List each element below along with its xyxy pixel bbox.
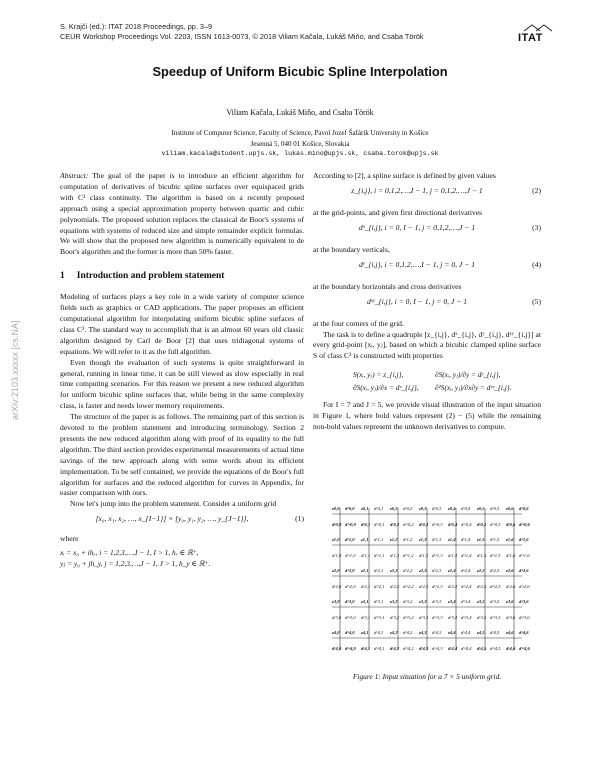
grid-cell-label: dˣʸ1,1: [374, 553, 385, 558]
grid-cell-label: dˣʸ4,1: [374, 646, 385, 651]
grid-cell-label: dʸ2,4: [448, 584, 458, 589]
grid-cell-label: dˣ3,1: [374, 599, 384, 604]
grid-cell-label: dʸ0,1: [361, 522, 371, 527]
header-line-2: CEUR Workshop Proceedings Vol. 2203, ISSN 1613-0073, © 2018 Viliam Kačala, Lukáš Miňo, and Csaba Török: [60, 32, 424, 41]
grid-cell-label: dˣ3,0: [345, 599, 355, 604]
grid-cell-label: dʸ3,5: [477, 615, 487, 620]
equation-4-number: (4): [532, 259, 541, 269]
right-text-5: at the four corners of the grid.: [313, 318, 404, 328]
running-header: [60, 22, 424, 42]
equation-3: [313, 219, 541, 245]
grid-cell-label: dˣ0,6: [519, 506, 529, 511]
grid-cell-label: z0,2: [390, 506, 398, 511]
equation-4-body: dʸ_{i,j}, i = 0,1,2,…,I − 1, j = 0, J − 1: [358, 259, 476, 269]
grid-cell-label: dˣ4,3: [432, 630, 442, 635]
grid-cell-label: z2,0: [332, 568, 340, 573]
grid-cell-label: dˣ1,3: [432, 537, 442, 542]
grid-cell-label: dˣ2,3: [432, 568, 442, 573]
grid-cell-label: dˣʸ0,2: [403, 522, 414, 527]
grid-cell-label: dˣ2,0: [345, 568, 355, 573]
right-column: [313, 171, 541, 433]
grid-cell-label: dˣʸ1,0: [345, 553, 356, 558]
right-text-4: at the boundary horizontals and cross derivatives: [313, 281, 462, 291]
header-line-1: S. Krajči (ed.): ITAT 2018 Proceedings, pp. 3–9: [60, 22, 213, 31]
grid-cell-label: z4,3: [419, 630, 427, 635]
equation-y: yⱼ = y₀ + jh_y, j = 1,2,3,…,J − 1, J > 1, h_y ∈ ℝ⁺.: [60, 559, 211, 569]
grid-cell-label: dˣ1,1: [374, 537, 384, 542]
grid-cell-label: dˣʸ2,2: [403, 584, 414, 589]
grid-cell-label: dˣʸ3,6: [519, 615, 530, 620]
grid-cell-label: dˣʸ0,1: [374, 522, 385, 527]
logo-text: ITAT: [518, 32, 543, 44]
grid-cell-label: z0,0: [332, 506, 340, 511]
affiliation: [0, 128, 600, 160]
grid-cell-label: dˣ3,6: [519, 599, 529, 604]
grid-cell-label: dʸ1,4: [448, 553, 458, 558]
grid-cell-label: z1,6: [506, 537, 514, 542]
grid-cell-label: z2,4: [448, 568, 456, 573]
grid-cell-label: z1,3: [419, 537, 427, 542]
grid-cell-label: dˣ2,4: [461, 568, 471, 573]
section-heading: [60, 271, 304, 282]
grid-cell-label: dʸ2,1: [361, 584, 371, 589]
grid-cell-label: z0,1: [361, 506, 369, 511]
grid-cell-label: z4,1: [361, 630, 369, 635]
grid-cell-label: z2,3: [419, 568, 427, 573]
grid-cell-label: dˣ0,0: [345, 506, 355, 511]
grid-cell-label: dʸ0,5: [477, 522, 487, 527]
grid-cell-label: dʸ4,1: [361, 646, 371, 651]
grid-cell-label: dʸ0,4: [448, 522, 458, 527]
grid-cell-label: dˣʸ2,4: [461, 584, 472, 589]
grid-cell-label: dʸ1,5: [477, 553, 487, 558]
grid-cell-label: dˣʸ3,3: [432, 615, 443, 620]
grid-cell-label: dˣ0,5: [490, 506, 500, 511]
grid-cell-label: dˣ0,4: [461, 506, 471, 511]
grid-cell-label: dˣ4,0: [345, 630, 355, 635]
grid-cell-label: dʸ4,6: [506, 646, 516, 651]
grid-cell-label: dˣʸ2,5: [490, 584, 501, 589]
grid-cell-label: dʸ0,3: [419, 522, 429, 527]
grid-cell-label: z1,2: [390, 537, 398, 542]
grid-cell-label: dʸ0,0: [332, 522, 342, 527]
grid-cell-label: dˣ1,2: [403, 537, 413, 542]
grid-cell-label: dˣʸ4,2: [403, 646, 414, 651]
grid-cell-label: dˣ4,6: [519, 630, 529, 635]
equation-1-number: (1): [295, 514, 304, 524]
grid-cell-label: dˣʸ1,5: [490, 553, 501, 558]
grid-cell-label: dˣ3,2: [403, 599, 413, 604]
right-text-3: at the boundary verticals,: [313, 244, 390, 254]
grid-cell-label: dˣʸ4,4: [461, 646, 472, 651]
grid-cell-label: dˣʸ2,1: [374, 584, 385, 589]
arxiv-stamp: arXiv:2103.xxxxx [cs.NA]: [10, 320, 20, 420]
spline-properties: [353, 368, 541, 394]
grid-cell-label: dʸ2,2: [390, 584, 400, 589]
grid-cell-label: z3,3: [419, 599, 427, 604]
grid-cell-label: dˣʸ3,2: [403, 615, 414, 620]
grid-cell-label: dʸ2,0: [332, 584, 342, 589]
section-number: 1: [60, 271, 65, 282]
grid-cell-label: dˣ1,6: [519, 537, 529, 542]
grid-cell-label: dˣʸ4,0: [345, 646, 356, 651]
right-text-1: According to [2], a spline surface is defined by given values: [313, 171, 496, 180]
grid-cell-label: dˣʸ1,3: [432, 553, 443, 558]
grid-cell-label: z1,1: [361, 537, 369, 542]
grid-cell-label: dˣʸ2,6: [519, 584, 530, 589]
grid-cell-label: dˣʸ0,6: [519, 522, 530, 527]
intro-paragraph-4: Now let's jump into the problem statement. Consider a uniform grid: [70, 499, 277, 509]
right-text-6: The task is to define a quadruple [z_{i,j}, dˣ_{i,j}, dʸ_{i,j}, dˣʸ_{i,j}] at every grid-point [xᵢ, yⱼ], based on which a bicubic clamped spline surface S of class C² is constructed with properties: [313, 329, 541, 361]
right-text-2: at the grid-points, and given first directional derivatives: [313, 207, 483, 217]
grid-cell-label: dʸ4,4: [448, 646, 458, 651]
grid-cell-label: z0,6: [506, 506, 514, 511]
grid-definition: [60, 548, 304, 570]
grid-cell-label: dʸ4,5: [477, 646, 487, 651]
grid-cell-label: z2,6: [506, 568, 514, 573]
property-2a: ∂S(xᵢ, yⱼ)/∂x = dˣ_{i,j},: [353, 383, 419, 393]
abstract: [60, 171, 304, 258]
intro-paragraph-1: Modeling of surfaces plays a key role in a wide variety of computer science fields such as graphics or CAD applications. The paper proposes an efficient computational algorithm for interpolating uniform bicubic spline surfaces of class C². The standard way to accomplish that is an almost 60 years old classic algorithm designed by Carl de Boor [2] that uses tridiagonal systems of equations. We will refer to it as the full algorithm.: [60, 292, 304, 356]
affiliation-line-1: Institute of Computer Science, Faculty of Science, Pavol Jozef Šafárik University in Košice: [171, 129, 429, 137]
grid-cell-label: z4,4: [448, 630, 456, 635]
grid-cell-label: dʸ1,6: [506, 553, 516, 558]
figure-1-caption: Figure 1: Input situation for a 7 × 5 uniform grid.: [352, 672, 502, 681]
grid-cell-label: dʸ3,0: [332, 615, 342, 620]
grid-cell-label: z3,6: [506, 599, 514, 604]
grid-cell-label: dˣʸ4,5: [490, 646, 501, 651]
grid-cell-label: dˣ3,5: [490, 599, 500, 604]
grid-cell-label: z0,3: [419, 506, 427, 511]
property-2b: ∂²S(xᵢ, yⱼ)/∂x∂y = dˣʸ_{i,j}.: [435, 383, 512, 393]
grid-cell-label: dˣ1,4: [461, 537, 471, 542]
grid-cell-label: dʸ2,6: [506, 584, 516, 589]
affiliation-line-2: Jesenná 5, 040 01 Košice, Slovakia: [250, 139, 350, 148]
grid-cell-label: dˣʸ3,4: [461, 615, 472, 620]
grid-cell-label: dˣ4,2: [403, 630, 413, 635]
property-row-1: [353, 368, 541, 381]
grid-cell-label: z3,4: [448, 599, 456, 604]
grid-cell-label: z2,5: [477, 568, 485, 573]
equation-2: [313, 182, 541, 208]
grid-cell-label: dˣ2,2: [403, 568, 413, 573]
grid-cell-label: dʸ3,6: [506, 615, 516, 620]
grid-cell-label: dˣ2,5: [490, 568, 500, 573]
property-1b: ∂S(xᵢ, yⱼ)/∂y = dʸ_{i,j},: [435, 370, 501, 380]
grid-cell-label: dˣʸ0,4: [461, 522, 472, 527]
grid-cell-label: z4,2: [390, 630, 398, 635]
intro-paragraph-2: Even though the evaluation of such systems is quite straightforward in general, running in linear time, it can be still viewed as slow especially in real time computing scenarios. For this reason we present a new reduced algorithm for uniform bicubic spline surfaces that, while being in the same complexity class, is faster and needs lower memory requirements.: [60, 357, 304, 411]
grid-cell-label: dˣ3,3: [432, 599, 442, 604]
equation-5-body: dˣʸ_{i,j}, i = 0, I − 1, j = 0, J − 1: [366, 296, 468, 306]
grid-cell-label: dˣ0,2: [403, 506, 413, 511]
grid-cell-label: dʸ1,0: [332, 553, 342, 558]
grid-cell-label: dˣʸ3,5: [490, 615, 501, 620]
grid-cell-label: dʸ3,4: [448, 615, 458, 620]
grid-cell-label: dˣʸ0,5: [490, 522, 501, 527]
grid-cell-label: dˣʸ0,3: [432, 522, 443, 527]
grid-cell-label: z1,4: [448, 537, 456, 542]
property-1a: S(xᵢ, yⱼ) = z_{i,j},: [353, 370, 404, 380]
equation-1: [60, 510, 304, 534]
grid-cell-label: dʸ4,3: [419, 646, 429, 651]
grid-cell-label: dˣʸ3,1: [374, 615, 385, 620]
grid-cell-label: z1,5: [477, 537, 485, 542]
grid-cell-label: dˣ0,3: [432, 506, 442, 511]
section-title: Introduction and problem statement: [76, 271, 225, 282]
grid-cell-label: dʸ2,3: [419, 584, 429, 589]
grid-cell-label: dʸ1,2: [390, 553, 400, 558]
property-row-2: [353, 381, 541, 394]
grid-cell-label: z4,0: [332, 630, 340, 635]
grid-cell-label: dʸ3,1: [361, 615, 371, 620]
equation-4: [313, 256, 541, 282]
grid-cell-label: dˣ3,4: [461, 599, 471, 604]
grid-cell-label: dˣʸ2,3: [432, 584, 443, 589]
equation-5: [313, 293, 541, 319]
grid-cell-label: dˣʸ1,2: [403, 553, 414, 558]
figure-1-grid: [318, 492, 538, 652]
grid-cell-label: dʸ3,2: [390, 615, 400, 620]
grid-cell-label: dʸ0,6: [506, 522, 516, 527]
grid-cell-label: dˣʸ1,4: [461, 553, 472, 558]
grid-cell-label: dʸ4,2: [390, 646, 400, 651]
authors: Viliam Kačala, Lukáš Miňo, and Csaba Török: [226, 108, 374, 117]
grid-cell-label: dʸ1,3: [419, 553, 429, 558]
equation-x: xᵢ = x₀ + ihₓ, i = 1,2,3,…,I − 1, I > 1, hₓ ∈ ℝ⁺,: [60, 548, 199, 558]
intro-paragraph-3: The structure of the paper is as follows. The remaining part of this section is devoted to the problem statement and introducing terminology. Section 2 presents the new reduced algorithm along with proof of its equality to the full algorithm. The third section provides experimental measurements of actual time savings of the new approach along with some words about its efficient implementation. To be self contained, we provide the equations of de Boor's full algorithm for surfaces and the reduced algorithm for curves in Appendix, for easier comparison with ours.: [60, 412, 304, 498]
left-column: [60, 171, 304, 570]
grid-cell-label: dˣʸ4,6: [519, 646, 530, 651]
grid-cell-label: z0,5: [477, 506, 485, 511]
itat-logo: [518, 22, 556, 44]
grid-cell-label: dʸ3,3: [419, 615, 429, 620]
equation-1-body: [x₀, x₁, x₂, …, x_{I−1}] × [y₀, y₁, y₂, …, y_{J−1}],: [95, 514, 249, 524]
abstract-label: Abstract:: [60, 171, 89, 180]
grid-cell-label: dˣ1,0: [345, 537, 355, 542]
equation-2-number: (2): [532, 185, 541, 195]
equation-2-body: z_{i,j}, i = 0,1,2,…,I − 1, j = 0,1,2,…,J − 1: [351, 185, 483, 195]
grid-cell-label: z2,2: [390, 568, 398, 573]
grid-cell-label: z4,6: [506, 630, 514, 635]
grid-cell-label: dʸ1,1: [361, 553, 371, 558]
grid-cell-label: dˣʸ4,3: [432, 646, 443, 651]
figure-1: [318, 492, 538, 652]
grid-cell-label: z1,0: [332, 537, 340, 542]
equation-5-number: (5): [532, 296, 541, 306]
grid-cell-label: dˣ4,4: [461, 630, 471, 635]
grid-cell-label: dʸ4,0: [332, 646, 342, 651]
grid-cell-label: z2,1: [361, 568, 369, 573]
paper-title: Speedup of Uniform Bicubic Spline Interpolation: [152, 64, 448, 79]
equation-3-number: (3): [532, 222, 541, 232]
grid-cell-label: z4,5: [477, 630, 485, 635]
grid-cell-label: dˣ2,1: [374, 568, 384, 573]
grid-cell-label: dˣ4,5: [490, 630, 500, 635]
grid-cell-label: dˣʸ2,0: [345, 584, 356, 589]
equation-3-body: dˣ_{i,j}, i = 0, I − 1, j = 0,1,2,…,J − 1: [358, 222, 476, 232]
grid-cell-label: dˣ0,1: [374, 506, 384, 511]
grid-cell-label: dʸ2,5: [477, 584, 487, 589]
grid-cell-label: z3,0: [332, 599, 340, 604]
grid-cell-label: dˣ1,5: [490, 537, 500, 542]
right-text-7: For I = 7 and J = 5, we provide visual illustration of the input situation in Figure 1, where bold values represent (2) − (5) while the remaining non-bold values represent the unknown derivatives to compute.: [313, 400, 541, 432]
grid-cell-label: dʸ0,2: [390, 522, 400, 527]
grid-cell-label: dˣʸ1,6: [519, 553, 530, 558]
grid-cell-label: dˣ4,1: [374, 630, 384, 635]
grid-cell-label: z0,4: [448, 506, 456, 511]
grid-cell-label: z3,1: [361, 599, 369, 604]
where-text: where: [60, 534, 79, 544]
grid-cell-label: dˣʸ0,0: [345, 522, 356, 527]
grid-cell-label: dˣʸ3,0: [345, 615, 356, 620]
grid-cell-label: dˣ2,6: [519, 568, 529, 573]
abstract-text: The goal of the paper is to introduce an efficient algorithm for computation of derivatives of bicubic spline surfaces over equispaced grids with C² class continuity. The algorithm is based on a recently proposed approach using a special approximation property between quartic and cubic polynomials. The proposed solution replaces the classical de Boor's systems of equations with systems of reduced size and simple remainder explicit formulas. We will show that the proposed new algorithm is numerically equivalent to de Boor's algorithm and the former is more than 50% faster.: [60, 171, 304, 257]
author-emails: viliam.kacala@student.upjs.sk, lukas.mino@upjs.sk, csaba.torok@upjs.sk: [161, 150, 439, 157]
grid-cell-label: z3,2: [390, 599, 398, 604]
grid-cell-label: z3,5: [477, 599, 485, 604]
